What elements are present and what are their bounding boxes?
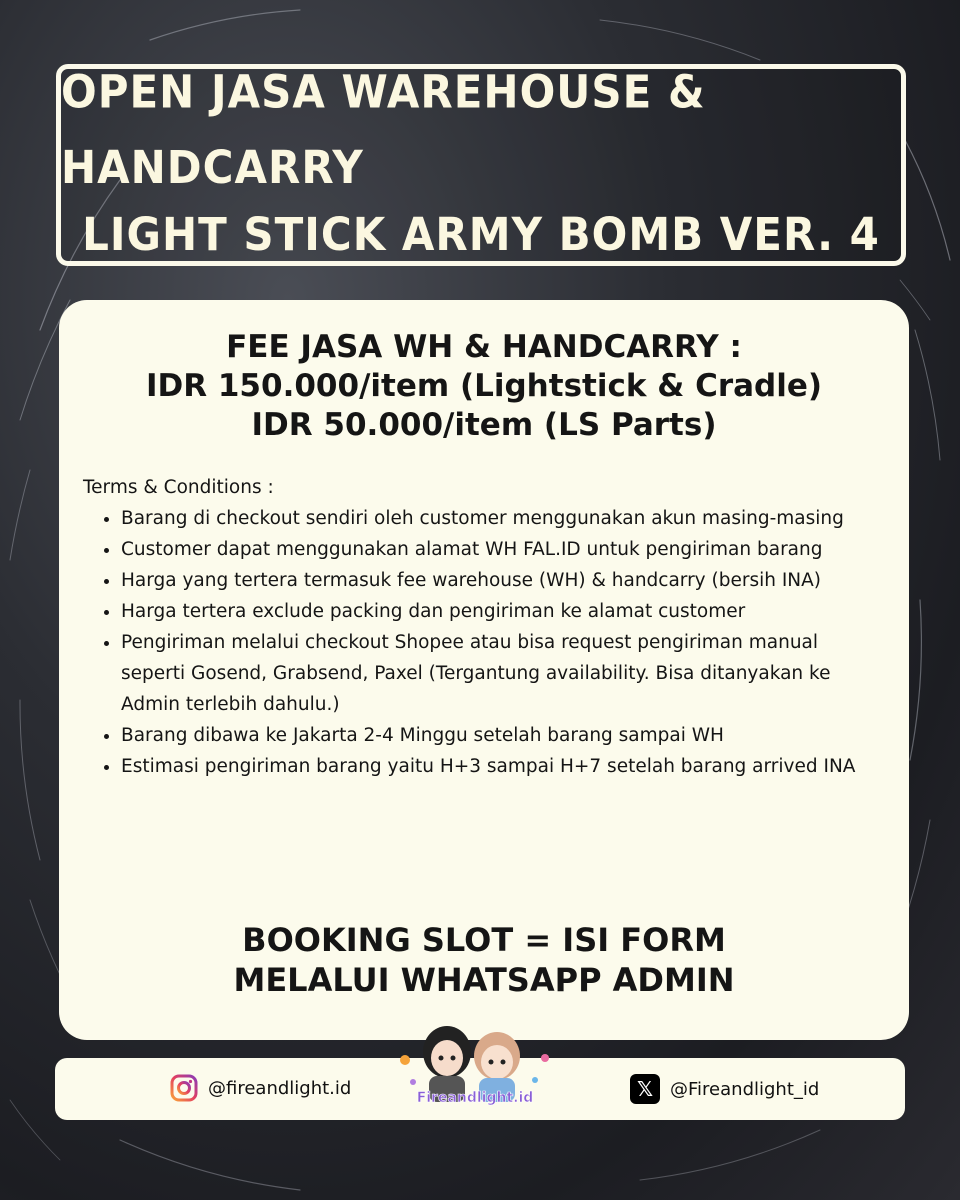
terms-item: • Barang dibawa ke Jakarta 2-4 Minggu setelah barang sampai WH: [121, 720, 883, 751]
instagram-handle: @fireandlight.id: [208, 1077, 352, 1099]
instagram-icon: [170, 1074, 198, 1102]
title-line-2: LIGHT STICK ARMY BOMB VER. 4: [82, 208, 880, 261]
terms-item: • Customer dapat menggunakan alamat WH FAL.ID untuk pengiriman barang: [121, 534, 883, 565]
terms-item: • Harga tertera exclude packing dan pengiriman ke alamat customer: [121, 596, 883, 627]
x-handle: @Fireandlight_id: [670, 1078, 820, 1100]
booking-line-1: BOOKING SLOT = ISI FORM: [242, 921, 726, 959]
terms-item: • Harga yang tertera termasuk fee warehouse (WH) & handcarry (bersih INA): [121, 565, 883, 596]
info-card: [59, 300, 909, 1040]
x-icon: 𝕏: [630, 1074, 660, 1104]
fee-heading: FEE JASA WH & HANDCARRY :: [226, 329, 742, 365]
terms-item: • Pengiriman melalui checkout Shopee atau bisa request pengiriman manual seperti Gosend, Grabsend, Paxel (Tergantung availability. Bisa ditanyakan ke Admin terlebih dahulu.): [121, 627, 883, 720]
fee-line-parts: IDR 50.000/item (LS Parts): [251, 407, 717, 443]
mascot-text: Fireandlight.id: [416, 1090, 534, 1106]
title-box: [56, 64, 906, 266]
title-line-1: OPEN JASA WAREHOUSE & HANDCARRY: [61, 65, 706, 194]
booking-callout: [59, 920, 909, 1000]
booking-line-2: MELALUI WHATSAPP ADMIN: [233, 961, 735, 999]
fee-section: [59, 328, 909, 445]
mascot-logo: [385, 1010, 565, 1110]
terms-title: Terms & Conditions :: [83, 477, 274, 498]
terms-section: [83, 472, 883, 782]
terms-list: [83, 503, 883, 782]
terms-item: • Barang di checkout sendiri oleh customer menggunakan akun masing-masing: [121, 503, 883, 534]
fee-line-lightstick: IDR 150.000/item (Lightstick & Cradle): [145, 368, 823, 404]
terms-item: • Estimasi pengiriman barang yaitu H+3 sampai H+7 setelah barang arrived INA: [121, 751, 883, 782]
instagram-link[interactable]: [170, 1074, 351, 1102]
x-link[interactable]: [630, 1074, 819, 1104]
